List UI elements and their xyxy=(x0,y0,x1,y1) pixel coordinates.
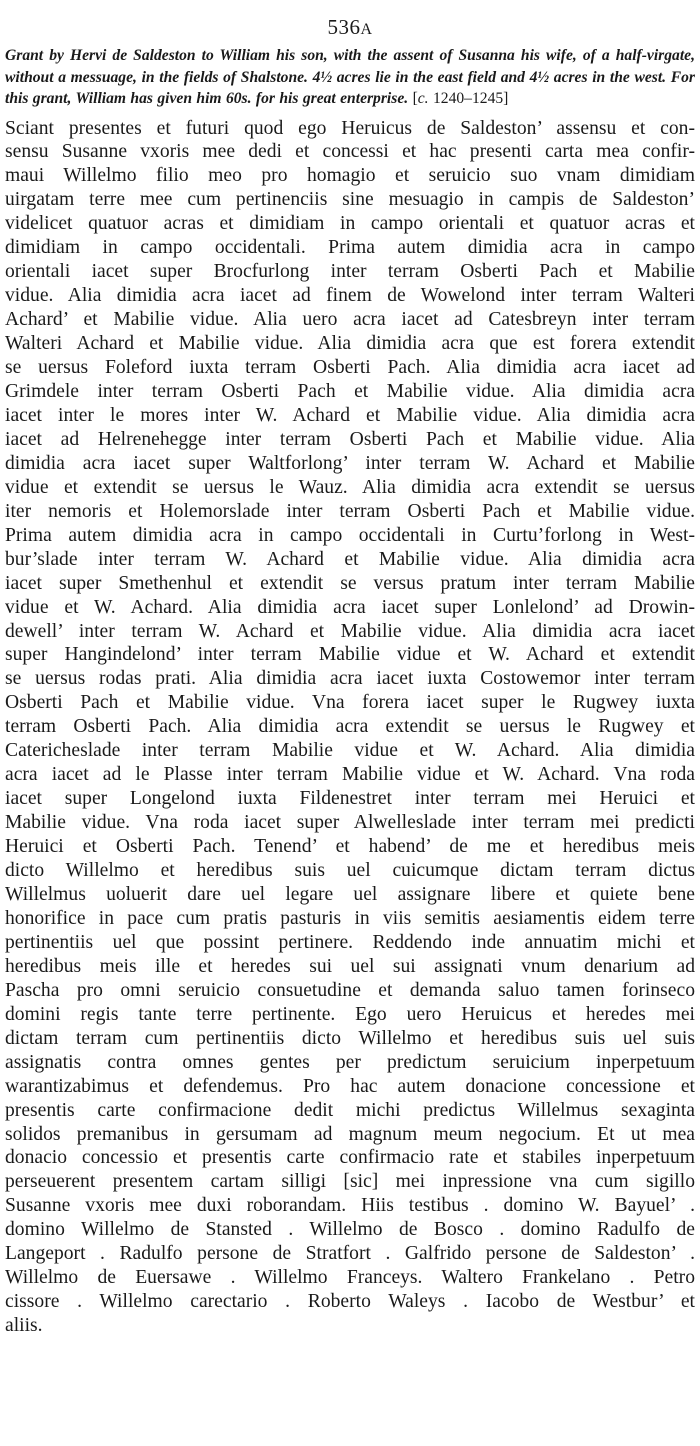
date-circa: c. xyxy=(417,90,429,107)
charter-text-line: dicto Willelmo et heredibus suis uel cuicumque dictam terram dictus xyxy=(5,860,695,882)
charter-text-line: heredibus meis ille et heredes sui uel sui assignati vnum denarium ad xyxy=(5,955,695,977)
charter-text-line: Willelmo de Euersawe . Willelmo Franceys. Waltero Frankelano . Petro xyxy=(5,1267,695,1289)
charter-text-line: Langeport . Radulfo persone de Stratfort . Galfrido persone de Saldeston’ . xyxy=(5,1243,695,1265)
charter-text-line: dewell’ inter terram W. Achard et Mabilie vidue. Alia dimidia acra iacet xyxy=(5,620,695,642)
charter-text-line: se uersus Foleford iuxta terram Osberti Pach. Alia dimidia acra iacet ad xyxy=(5,357,695,379)
charter-text-line: aliis. xyxy=(5,1315,43,1337)
charter-text-line: terram Osberti Pach. Alia dimidia acra extendit se uersus le Rugwey et xyxy=(5,716,695,738)
charter-text-line: donacio concessio et presentis carte confirmacio rate et stabiles inperpetuum xyxy=(5,1147,695,1169)
charter-text-line: vidue et extendit se uersus le Wauz. Alia dimidia acra extendit se uersus xyxy=(5,476,695,498)
charter-text-line: Willelmus uoluerit dare uel legare uel assignare libere et quiete bene xyxy=(5,884,695,905)
charter-text-line: dimidiam in campo occidentali. Prima autem dimidia acra in campo xyxy=(5,237,695,259)
charter-text-line: iacet super Smethenhul et extendit se versus pratum inter terram Mabilie xyxy=(5,572,695,594)
charter-text-line: cissore . Willelmo carectario . Roberto Waleys . Iacobo de Westbur’ et xyxy=(5,1291,695,1313)
charter-text-line: domini regis tante terre pertinente. Ego uero Heruicus et heredes mei xyxy=(5,1003,695,1025)
charter-text xyxy=(5,117,695,1339)
charter-text-line: pertinentiis uel que possint pertinere. Reddendo inde annuatim michi et xyxy=(5,931,695,953)
charter-text-line: honorifice in pace cum pratis pasturis in viis semitis aesiamentis eidem terre xyxy=(5,907,695,929)
charter-text-line: Grimdele inter terram Osberti Pach et Mabilie vidue. Alia dimidia acra xyxy=(5,380,695,402)
charter-text-line: maui Willelmo filio meo pro homagio et seruicio suo vnam dimidiam xyxy=(5,165,695,187)
charter-text-line: presentis carte confirmacione dedit michi predictus Willelmus sexaginta xyxy=(5,1099,695,1121)
charter-number xyxy=(5,16,695,41)
charter-text-line: dictam terram cum pertinentiis dicto Willelmo et heredibus suis uel suis xyxy=(5,1027,695,1049)
charter-text-line: iacet super Longelond iuxta Fildenestret inter terram mei Heruici et xyxy=(5,788,695,810)
charter-text-line: warantizabimus et defendemus. Pro hac autem donacione concessione et xyxy=(5,1075,695,1097)
date-range: 1240–1245] xyxy=(428,90,509,107)
charter-text-line: vidue. Alia dimidia acra iacet ad finem de Wowelond inter terram Walteri xyxy=(5,285,695,307)
charter-text-line: Heruici et Osberti Pach. Tenend’ et habend’ de me et heredibus meis xyxy=(5,836,695,858)
charter-text-line: Catericheslade inter terram Mabilie vidue et W. Achard. Alia dimidia xyxy=(5,740,695,762)
charter-text-line: perseuerent presentem cartam silligi [sic] mei inpressione vna cum sigillo xyxy=(5,1171,695,1193)
charter-text-line: bur’slade inter terram W. Achard et Mabilie vidue. Alia dimidia acra xyxy=(5,548,695,570)
charter-text-line: solidos premanibus in gersumam ad magnum meum negocium. Et ut mea xyxy=(5,1123,695,1145)
charter-text-line: Pascha pro omni seruicio consuetudine et demanda saluo tamen forinseco xyxy=(5,979,695,1001)
charter-text-line: iacet ad Helrenehegge inter terram Osberti Pach et Mabilie vidue. Alia xyxy=(5,428,695,450)
charter-text-line: orientali iacet super Brocfurlong inter terram Osberti Pach et Mabilie xyxy=(5,261,695,283)
charter-text-line: Prima autem dimidia acra in campo occidentali in Curtu’forlong in West- xyxy=(5,524,695,546)
date-open-bracket: [ xyxy=(412,90,418,107)
charter-text-line: iter nemoris et Holemorslade inter terram Osberti Pach et Mabilie vidue. xyxy=(5,500,695,522)
charter-text-line: Osberti Pach et Mabilie vidue. Vna forera iacet super le Rugwey iuxta xyxy=(5,692,695,714)
charter-text-line: videlicet quatuor acras et dimidiam in campo orientali et quatuor acras et xyxy=(5,213,695,235)
charter-text-line: Mabilie vidue. Vna roda iacet super Alwelleslade inter terram mei predicti xyxy=(5,812,695,834)
charter-text-line: dimidia acra iacet super Waltforlong’ inter terram W. Achard et Mabilie xyxy=(5,452,695,474)
charter-text-line: se uersus rodas prati. Alia dimidia acra iacet iuxta Costowemor inter terram xyxy=(5,668,695,690)
charter-text-line: assignatis contra omnes gentes per predictum seruicium inperpetuum xyxy=(5,1051,695,1073)
charter-number-value: 536 xyxy=(327,15,361,39)
charter-date xyxy=(413,90,509,107)
charter-summary xyxy=(5,45,695,110)
charter-text-line: Susanne vxoris mee duxi roborandam. Hiis testibus . domino W. Bayuel’ . xyxy=(5,1195,695,1217)
charter-text-line: iacet inter le mores inter W. Achard et Mabilie vidue. Alia dimidia acra xyxy=(5,404,695,426)
charter-text-line: super Hangindelond’ inter terram Mabilie vidue et W. Achard et extendit xyxy=(5,644,695,666)
document-page xyxy=(5,0,695,1338)
charter-text-line: Achard’ et Mabilie vidue. Alia uero acra iacet ad Catesbreyn inter terram xyxy=(5,309,695,331)
charter-text-line: uirgatam terre mee cum pertinenciis sine mesuagio in campis de Saldeston’ xyxy=(5,189,695,211)
charter-number-suffix: A xyxy=(360,21,373,38)
charter-text-line: sensu Susanne vxoris mee dedi et concessi et hac presenti carta mea confir- xyxy=(5,141,695,163)
summary-text: Grant by Hervi de Saldeston to William his son, with the assent of Susanna his wife, of a half-virgate, without a messuage, in the fields of Shalstone. 4½ acres lie in the east field and 4½ acres in the west. For this grant, William has given him 60s. for his great enterprise. xyxy=(5,47,695,107)
charter-text-line: Sciant presentes et futuri quod ego Heruicus de Saldeston’ assensu et con- xyxy=(5,117,695,139)
charter-text-line: Walteri Achard et Mabilie vidue. Alia dimidia acra que est forera extendit xyxy=(5,333,695,355)
charter-text-line: acra iacet ad le Plasse inter terram Mabilie vidue et W. Achard. Vna roda xyxy=(5,764,695,786)
charter-text-line: domino Willelmo de Stansted . Willelmo de Bosco . domino Radulfo de xyxy=(5,1219,695,1241)
charter-text-line: vidue et W. Achard. Alia dimidia acra iacet super Lonlelond’ ad Drowin- xyxy=(5,596,695,618)
